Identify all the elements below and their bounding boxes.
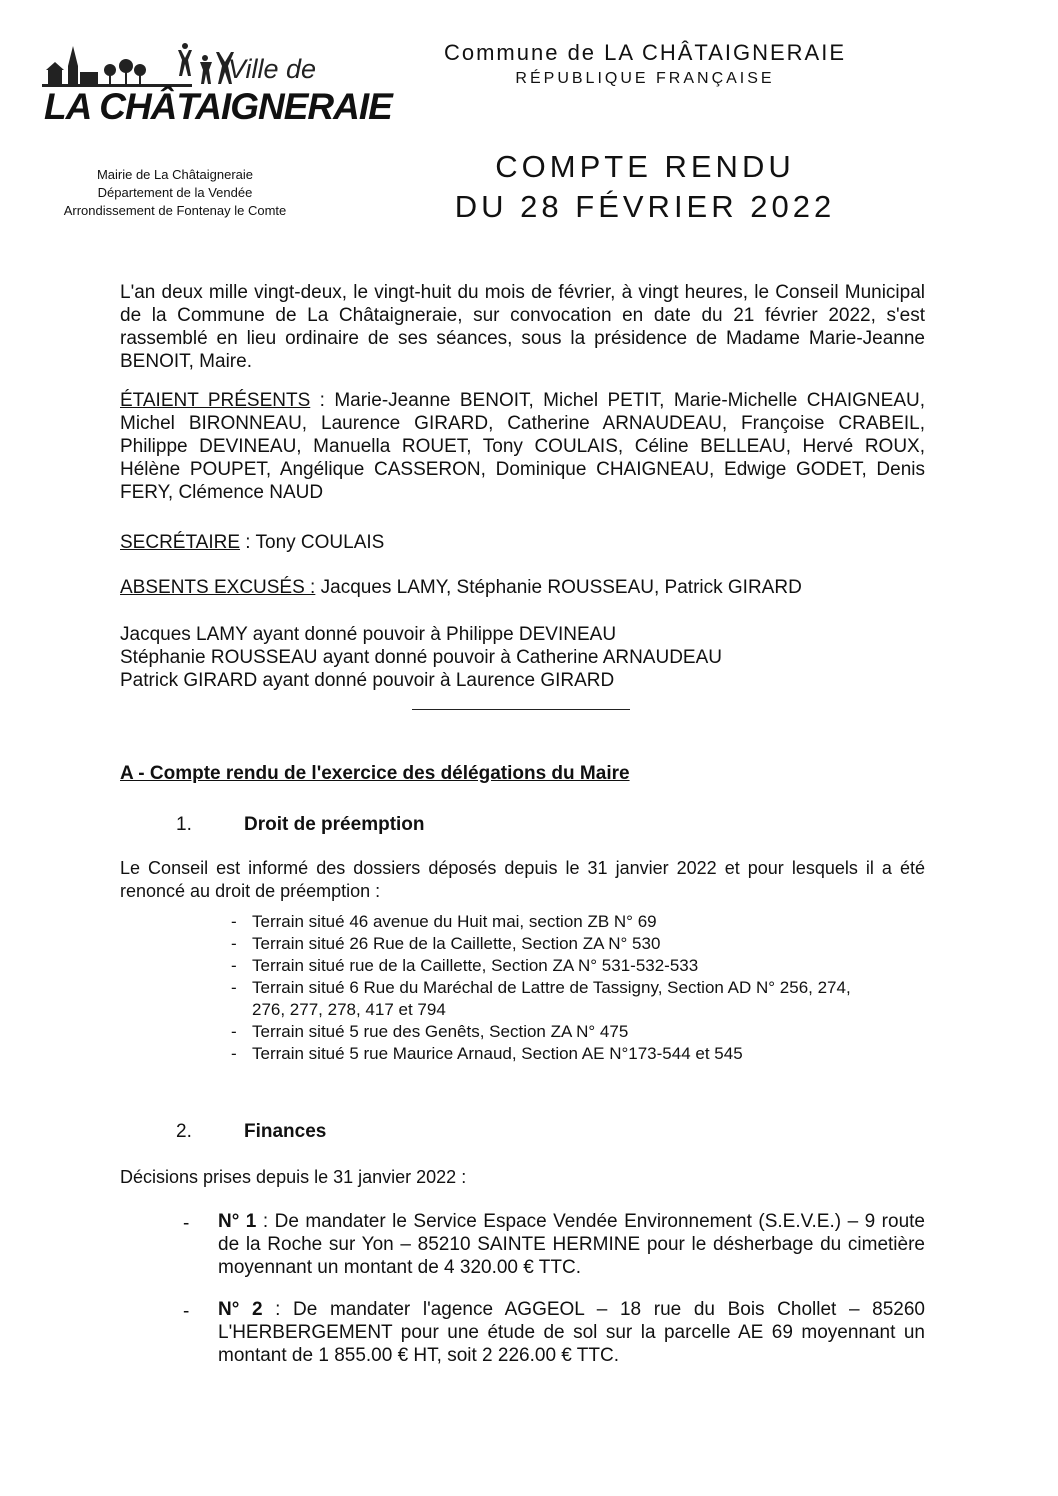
commune-header [405, 40, 885, 88]
decision-text: : De mandater le Service Espace Vendée Environnement (S.E.V.E.) – 9 route de la Roche sur Yon – 85210 SAINTE HERMINE pour le désherbage du cimetière moyennant un montant de 4 320.00 € TTC. [218, 1211, 925, 1278]
decision-item [185, 1298, 925, 1367]
list-item: - Terrain situé 5 rue des Genêts, Section ZA N° 475 [222, 1021, 922, 1043]
sub2-number: 2. [176, 1121, 192, 1142]
pouvoirs-block [120, 623, 925, 692]
list-item: - Terrain situé 6 Rue du Maréchal de Lattre de Tassigny, Section AD N° 256, 274, 276, 277, 278, 417 et 794 [222, 977, 852, 1021]
commune-name: Commune de LA CHÂTAIGNERAIE [443, 40, 847, 65]
decision-dash: - [183, 1213, 190, 1234]
absents-label: ABSENTS EXCUSÉS : [120, 577, 316, 598]
list-item: - Terrain situé rue de la Caillette, Section ZA N° 531-532-533 [222, 955, 922, 977]
mairie-line-3: Arrondissement de Fontenay le Comte [63, 203, 287, 218]
mairie-line-1: Mairie de La Châtaigneraie [96, 167, 254, 182]
logo-ville-text: Ville de [228, 54, 317, 84]
section-a-heading: A - Compte rendu de l'exercice des délégations du Maire [120, 763, 630, 784]
mairie-line-2: Département de la Vendée [97, 185, 253, 200]
decision-text: : De mandater l'agence AGGEOL – 18 rue du Bois Chollet – 85260 L'HERBERGEMENT pour une étude de sol sur la parcelle AE 69 moyennant un montant de 1 855.00 € HT, soit 2 226.00 € TTC. [218, 1299, 925, 1366]
title-line-2: DU 28 FÉVRIER 2022 [454, 189, 836, 224]
absents-list: Jacques LAMY, Stéphanie ROUSSEAU, Patrick GIRARD [315, 577, 802, 598]
sub1-heading [176, 814, 425, 836]
mairie-block [40, 166, 310, 220]
separator-rule [412, 709, 630, 710]
presents-label: ÉTAIENT PRÉSENTS [120, 390, 311, 411]
intro-paragraph: L'an deux mille vingt-deux, le vingt-huit du mois de février, à vingt heures, le Conseil Municipal de la Commune de La Châtaigneraie, sur convocation en date du 21 février 2022, s'est rassemblé en lieu ordinaire de ses séances, sous la présidence de Madame Marie-Jeanne BENOIT, Maire. [120, 282, 925, 372]
list-item: - Terrain situé 5 rue Maurice Arnaud, Section AE N°173-544 et 545 [222, 1043, 922, 1065]
logo-town-name: LA CHÂTAIGNERAIE [44, 86, 392, 127]
decision-number: N° 2 [218, 1299, 263, 1320]
list-item: - Terrain situé 46 avenue du Huit mai, section ZB N° 69 [222, 911, 922, 933]
pouvoir-line: Patrick GIRARD ayant donné pouvoir à Laurence GIRARD [120, 670, 615, 691]
sub1-number: 1. [176, 814, 192, 835]
presents-list: : Marie-Jeanne BENOIT, Michel PETIT, Marie-Michelle CHAIGNEAU, Michel BIRONNEAU, Laurence GIRARD, Catherine ARNAUDEAU, Françoise CRABEIL, Philippe DEVINEAU, Manuella ROUET, Tony COULAIS, Céline BELLEAU, Hervé ROUX, Hélène POUPET, Angélique CASSERON, Dominique CHAIGNEAU, Edwige GODET, Denis FERY, Clémence NAUD [120, 390, 925, 503]
list-item: - Terrain situé 26 Rue de la Caillette, Section ZA N° 530 [222, 933, 922, 955]
terrains-list [222, 911, 922, 1065]
presents-paragraph [120, 389, 925, 504]
preemption-intro: Le Conseil est informé des dossiers déposés depuis le 31 janvier 2022 et pour lesquels il a été renoncé au droit de préemption : [120, 858, 925, 901]
decision-number: N° 1 [218, 1211, 257, 1232]
decision-item [185, 1210, 925, 1279]
secretaire-line [120, 531, 925, 554]
secretaire-label: SECRÉTAIRE [120, 532, 241, 553]
sub1-title: Droit de préemption [244, 814, 425, 835]
finances-intro: Décisions prises depuis le 31 janvier 2022 : [120, 1167, 467, 1187]
decision-dash: - [183, 1301, 190, 1322]
pouvoir-line: Stéphanie ROUSSEAU ayant donné pouvoir à Catherine ARNAUDEAU [120, 647, 722, 668]
secretaire-name: : Tony COULAIS [240, 532, 385, 553]
absents-line [120, 576, 925, 599]
sub2-title: Finances [244, 1121, 327, 1142]
title-line-1: COMPTE RENDU [495, 149, 795, 184]
republique-label: RÉPUBLIQUE FRANÇAISE [515, 70, 775, 87]
pouvoir-line: Jacques LAMY ayant donné pouvoir à Philippe DEVINEAU [120, 624, 617, 645]
sub2-heading [176, 1121, 326, 1143]
document-title [405, 147, 885, 227]
